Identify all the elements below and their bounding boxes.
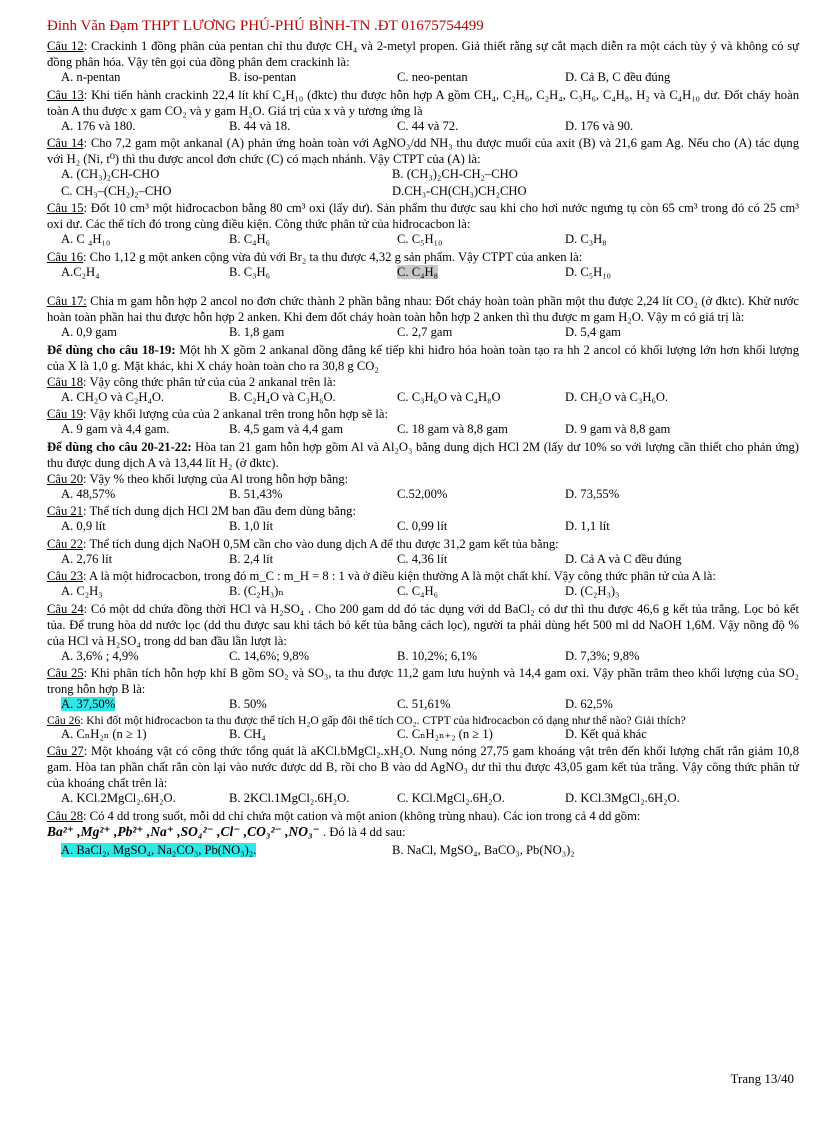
option-c[interactable]: C. C₃H₆O và C₄H₈O bbox=[397, 389, 501, 404]
option-b[interactable]: B. (CH₃)₂CH-CH₂–CHO bbox=[392, 167, 518, 181]
option-c[interactable]: C. C₄H₆ bbox=[397, 584, 438, 598]
options-15 bbox=[61, 232, 799, 248]
question-15: Câu 15: Đốt 10 cm³ một hiđrocacbon bằng 80 cm³ oxi (lấy dư). Sản phẩm thu được sau khi cho hơi nước ngưng tụ còn 65 cm³ trong đó có 25 cm³ oxi dư. Các thể tích đó trong cùng điều kiện. Công thức phân tử của hiđrocacbon là: bbox=[47, 201, 799, 231]
options-12 bbox=[61, 70, 799, 86]
option-a[interactable]: A. 9 gam và 4,4 gam. bbox=[61, 422, 170, 436]
group-20-22: Để dùng cho câu 20-21-22: Hòa tan 21 gam hỗn hợp gồm Al và Al₂O₃ bằng dung dịch HCl 2M (lấy dư 10% so với lượng cần thiết cho phản ứng) thu được dung dịch A và 13,44 lít H₂ (ở đktc). bbox=[47, 439, 800, 470]
question-18: Câu 18: Vậy công thức phân tử của của 2 ankanal trên là: bbox=[47, 374, 336, 389]
option-b[interactable]: B. 44 và 18. bbox=[229, 118, 291, 133]
options-27 bbox=[61, 791, 799, 807]
option-c[interactable]: C. KCl.MgCl₂.6H₂O. bbox=[397, 791, 505, 805]
question-17: Câu 17: Chia m gam hỗn hợp 2 ancol no đơn chức thành 2 phần bằng nhau: Đốt cháy hoàn toàn phần một thu được 2,24 lít CO₂ (ở đktc). Khử nước hoàn toàn phần hai thu được hỗn hợp 2 anken. Khi đem đốt cháy hoàn toàn hỗn hợp 2 anken thì thu được m gam H₂O. Vậy m có giá trị là: bbox=[47, 294, 799, 324]
question-25: Câu 25: Khi phân tích hỗn hợp khí B gồm SO₂ và SO₃, ta thu được 11,2 gam lưu huỳnh và 14,4 gam oxi. Vậy phần trăm theo khối lượng của SO₂ trong hỗn hợp B là: bbox=[47, 666, 799, 696]
question-27: Câu 27: Một khoáng vật có công thức tổng quát là aKCl.bMgCl₂.xH₂O. Nung nóng 27,75 gam khoáng vật trên đến khối lượng chất rắn giảm 10,8 gam. Hòa tan phần chất rắn còn lại vào nước được dd B, rồi cho B vào dd AgNO₃ dư thì thu được 43,05 gam kết tủa trắng. Vậy công thức phân tử của khoáng chất trên là: bbox=[47, 744, 799, 790]
options-13 bbox=[61, 119, 799, 135]
option-d[interactable]: D. Kết quả khác bbox=[565, 726, 647, 741]
option-c[interactable]: C.52,00% bbox=[397, 486, 448, 501]
option-b[interactable]: B. C₂H₄O và C₃H₆O. bbox=[229, 389, 336, 404]
option-a[interactable]: A. 48,57% bbox=[61, 486, 116, 501]
question-22: Câu 22: Thể tích dung dịch NaOH 0,5M cần cho vào dung dịch A để thu được 31,2 gam kết tủa bằng: bbox=[47, 536, 559, 551]
option-a[interactable]: A. n-pentan bbox=[61, 70, 121, 84]
option-a[interactable]: A. 176 và 180. bbox=[61, 118, 136, 133]
option-d[interactable]: D. C₃H₈ bbox=[565, 232, 607, 246]
option-b[interactable]: B. 4,5 gam và 4,4 gam bbox=[229, 422, 344, 436]
option-b[interactable]: B. iso-pentan bbox=[229, 70, 297, 84]
options-17 bbox=[61, 325, 799, 341]
option-d[interactable]: D. 1,1 lít bbox=[565, 519, 610, 533]
options-16 bbox=[61, 265, 799, 281]
option-d[interactable]: D. CH₂O và C₃H₆O. bbox=[565, 389, 669, 404]
options-19 bbox=[61, 422, 799, 438]
option-b[interactable]: B. 2,4 lít bbox=[229, 551, 274, 566]
option-b[interactable]: B. NaCl, MgSO₄, BaCO₃, Pb(NO₃)₂ bbox=[392, 842, 575, 857]
question-12: Câu 12: Crackinh 1 đồng phân của pentan chỉ thu được CH₄ và 2-metyl propen. Giả thiết rằng sự cắt mạch diễn ra một cách tùy ý và không có sự đồng phân hóa. Vậy tên gọi của đồng phân đem crackinh là: bbox=[47, 39, 799, 69]
option-d[interactable]: D. 62,5% bbox=[565, 697, 613, 711]
option-d[interactable]: D. Cả B, C đều đúng bbox=[565, 70, 671, 84]
options-14-row2 bbox=[61, 184, 799, 200]
question-16: Câu 16: Cho 1,12 g một anken cộng vừa đủ với Br₂ ta thu được 4,32 g sản phẩm. Vậy CTPT của anken là: bbox=[47, 249, 583, 264]
option-a[interactable]: A. 37,50% bbox=[61, 697, 116, 711]
question-20: Câu 20: Vậy % theo khối lượng của Al trong hỗn hợp bằng: bbox=[47, 471, 349, 486]
option-c[interactable]: C. 4,36 lít bbox=[397, 551, 448, 566]
option-b[interactable]: B. 50% bbox=[229, 697, 267, 711]
option-a[interactable]: A. CₙH₂ₙ (n ≥ 1) bbox=[61, 726, 147, 741]
option-d[interactable]: D. 176 và 90. bbox=[565, 118, 634, 133]
options-23 bbox=[61, 584, 799, 600]
option-c[interactable]: C. neo-pentan bbox=[397, 70, 468, 84]
option-c[interactable]: C. 44 và 72. bbox=[397, 118, 459, 133]
options-18 bbox=[61, 390, 799, 406]
question-23: Câu 23: A là một hiđrocacbon, trong đó m_C : m_H = 8 : 1 và ở điều kiện thường A là một chất khí. Vậy công thức phân tử của A là: bbox=[47, 569, 716, 583]
option-a[interactable]: A. 0,9 gam bbox=[61, 325, 117, 339]
option-d[interactable]: D.CH₃-CH(CH₃)CH₂CHO bbox=[392, 183, 527, 198]
option-b[interactable]: B. C₄H₆ bbox=[229, 232, 270, 246]
option-d[interactable]: D. C₅H₁₀ bbox=[565, 264, 612, 279]
page bbox=[47, 18, 799, 859]
option-b[interactable]: B. CH₄ bbox=[229, 726, 266, 741]
options-21 bbox=[61, 519, 799, 535]
option-a[interactable]: A. C ₄H₁₀ bbox=[61, 232, 111, 246]
option-a[interactable]: A. C₂H₃ bbox=[61, 584, 103, 598]
question-28-ions: Ba²⁺ ,Mg²⁺ ,Pb²⁺ ,Na⁺ ,SO₄²⁻ ,Cl⁻ ,CO₃²⁻ ,NO₃⁻ . Đó là 4 dd sau: bbox=[47, 823, 406, 839]
option-b[interactable]: B. 1,0 lít bbox=[229, 519, 274, 533]
option-a[interactable]: A. BaCl₂, MgSO₄, Na₂CO₃, Pb(NO₃)₂. bbox=[61, 842, 257, 857]
option-c[interactable]: C. 18 gam và 8,8 gam bbox=[397, 422, 508, 436]
option-a[interactable]: A.C₂H₄ bbox=[61, 264, 100, 279]
option-a[interactable]: A. 3,6% ; 4,9% bbox=[61, 648, 139, 663]
question-28: Câu 28: Có 4 dd trong suốt, mỗi dd chỉ chứa một cation và một anion (không trùng nhau). Các ion trong cả 4 dd gồm: bbox=[47, 808, 641, 823]
options-26 bbox=[61, 727, 799, 743]
option-d[interactable]: D. 73,55% bbox=[565, 486, 620, 501]
option-a[interactable]: A. 0,9 lít bbox=[61, 519, 106, 533]
option-d[interactable]: D. KCl.3MgCl₂.6H₂O. bbox=[565, 791, 680, 805]
question-14: Câu 14: Cho 7,2 gam một ankanal (A) phản ứng hoàn toàn với AgNO₃/dd NH₃ thu được muối của axit (B) và 21,6 gam Ag. Nếu cho (A) tác dụng với H₂ (Ni, t⁰) thì thu được ancol đơn chức (C) có mạch nhánh. Vậy CTPT của (A) là: bbox=[47, 136, 799, 166]
option-d[interactable]: D. 9 gam và 8,8 gam bbox=[565, 422, 671, 436]
option-c[interactable]: C. 14,6%; 9,8% bbox=[229, 648, 310, 663]
question-24: Câu 24: Có một dd chứa đồng thời HCl và H₂SO₄ . Cho 200 gam dd đó tác dụng với dd BaCl₂ có dư thì thu được 46,6 g kết tủa trắng. Lọc bỏ kết tủa. Để trung hòa dd nước lọc (dd thu được sau khi tách bỏ kết tủa bằng cách lọc), người ta phải dùng hết 500 ml dd NaOH 1,6M. Vậy nồng độ % của HCl và H₂SO₄ trong dd ban đầu lần lượt là: bbox=[47, 601, 800, 648]
option-d[interactable]: D. (C₂H₃)₃ bbox=[565, 584, 620, 598]
option-b[interactable]: B. C₃H₆ bbox=[229, 264, 270, 279]
question-26: Câu 26: Khi đốt một hiđrocacbon ta thu được thể tích H₂O gấp đôi thể tích CO₂. CTPT của hiđrocacbon có dạng như thế nào? Giải thích? bbox=[47, 713, 686, 727]
page-number: Trang 13/40 bbox=[730, 1071, 794, 1086]
option-a[interactable]: A. 2,76 lít bbox=[61, 551, 113, 566]
option-b[interactable]: B. (C₂H₃)ₙ bbox=[229, 584, 284, 598]
option-b[interactable]: B. 10,2%; 6,1% bbox=[397, 648, 478, 663]
options-25 bbox=[61, 697, 799, 713]
option-b[interactable]: B. 1,8 gam bbox=[229, 325, 285, 339]
option-a[interactable]: A. KCl.2MgCl₂.6H₂O. bbox=[61, 791, 176, 805]
option-b[interactable]: B. 51,43% bbox=[229, 486, 283, 501]
option-c[interactable]: C. CH₃–(CH₂)₂–CHO bbox=[61, 183, 172, 198]
question-19: Câu 19: Vậy khối lượng của của 2 ankanal trên trong hỗn hợp sẽ là: bbox=[47, 407, 388, 421]
option-c[interactable]: C. C₅H₁₀ bbox=[397, 232, 443, 246]
option-c[interactable]: C. 2,7 gam bbox=[397, 325, 453, 339]
page-header: Đinh Văn Đạm THPT LƯƠNG PHÚ-PHÚ BÌNH-TN .ĐT 01675754499 bbox=[47, 18, 484, 34]
option-a[interactable]: A. (CH₃)₂CH-CHO bbox=[61, 167, 160, 181]
option-d[interactable]: D. 7,3%; 9,8% bbox=[565, 648, 640, 663]
option-a[interactable]: A. CH₂O và C₂H₄O. bbox=[61, 389, 165, 404]
option-c[interactable]: C. C₄H₈ bbox=[397, 264, 438, 279]
options-14-row1 bbox=[61, 167, 799, 183]
option-c[interactable]: C. 51,61% bbox=[397, 697, 451, 711]
options-22 bbox=[61, 552, 799, 568]
option-c[interactable]: C. CₙH₂ₙ₊₂ (n ≥ 1) bbox=[397, 726, 493, 741]
question-21: Câu 21: Thể tích dung dịch HCl 2M ban đầu đem dùng bằng: bbox=[47, 504, 356, 518]
options-20 bbox=[61, 487, 799, 503]
option-d[interactable]: D. Cả A và C đều đúng bbox=[565, 551, 682, 566]
option-c[interactable]: C. 0,99 lít bbox=[397, 519, 448, 533]
options-24 bbox=[61, 649, 799, 665]
group-18-19: Để dùng cho câu 18-19: Một hh X gồm 2 ankanal đồng đẳng kế tiếp khi hiđro hóa hoàn toàn tạo ra hh 2 ancol có khối lượng lớn hơn khối lượng của X là 1,0 g. Mặt khác, khi X cháy hoàn toàn cho ra 30,8 g CO₂ bbox=[47, 342, 800, 373]
question-13: Câu 13: Khi tiến hành crackinh 22,4 lít khí C₄H₁₀ (đktc) thu được hỗn hợp A gồm CH₄, C₂H₆, C₂H₄, C₃H₆, C₄H₈, H₂ và C₄H₁₀ dư. Đốt cháy hoàn toàn A thu được x gam CO₂ và y gam H₂O. Giá trị của x và y tương ứng là bbox=[47, 87, 799, 118]
option-d[interactable]: D. 5,4 gam bbox=[565, 325, 621, 339]
option-b[interactable]: B. 2KCl.1MgCl₂.6H₂O. bbox=[229, 791, 350, 805]
options-28 bbox=[61, 843, 799, 859]
